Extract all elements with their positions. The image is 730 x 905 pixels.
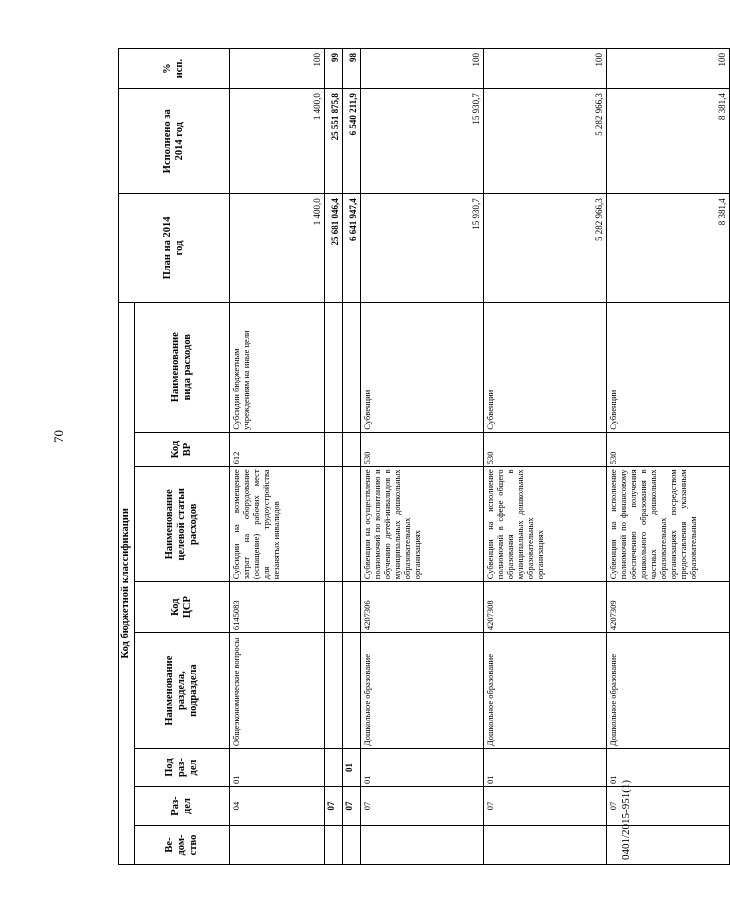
cell-csr: 6145083 (230, 582, 325, 633)
cell-vr: 530 (484, 432, 607, 467)
header-plan: План на 2014 год (119, 194, 230, 302)
cell-pct: 100 (607, 49, 730, 89)
cell-vr-name: Субвенции (607, 302, 730, 432)
cell-razdel: 07 (361, 787, 484, 826)
cell-razdel: 04 (230, 787, 325, 826)
header-vr: Код ВР (135, 432, 230, 467)
cell-razdel: 07 (325, 787, 343, 826)
cell-ved (484, 826, 607, 865)
cell-section-name: Дошкольное образование (607, 633, 730, 749)
header-pct: % исп. (119, 49, 230, 89)
cell-vr (325, 432, 343, 467)
table-row (230, 49, 325, 865)
cell-podrazdel: 01 (361, 749, 484, 787)
table-row (325, 49, 343, 865)
header-group-title: Код бюджетной классификации (119, 302, 135, 864)
cell-ved (361, 826, 484, 865)
cell-pct: 99 (325, 49, 343, 89)
cell-csr: 4207308 (484, 582, 607, 633)
cell-pct: 100 (361, 49, 484, 89)
header-fact: Исполнено за 2014 год (119, 89, 230, 194)
cell-razdel: 07 (343, 787, 361, 826)
cell-vr-name (343, 302, 361, 432)
cell-plan: 1 400,0 (230, 194, 325, 302)
header-razdel: Раз- дел (135, 787, 230, 826)
page-number: 70 (51, 430, 66, 443)
cell-fact: 25 551 875,8 (325, 89, 343, 194)
header-vr-name: Наименование вида расходов (135, 302, 230, 432)
budget-table (118, 48, 730, 865)
cell-vr: 612 (230, 432, 325, 467)
cell-target-name (325, 467, 343, 582)
cell-vr-name: Субсидии бюджетным учреждениям на иные цели (230, 302, 325, 432)
cell-fact: 15 930,7 (361, 89, 484, 194)
header-section-name: Наименование раздела, подраздела (135, 633, 230, 749)
cell-podrazdel (325, 749, 343, 787)
cell-pct: 100 (230, 49, 325, 89)
cell-plan: 8 381,4 (607, 194, 730, 302)
cell-ved (230, 826, 325, 865)
cell-pct: 98 (343, 49, 361, 89)
cell-ved (325, 826, 343, 865)
cell-fact: 8 381,4 (607, 89, 730, 194)
cell-vr-name: Субвенции (484, 302, 607, 432)
cell-plan: 6 641 947,4 (343, 194, 361, 302)
cell-target-name: Субвенции на осуществление полномочий по воспитанию и обучению детей-инвалидов в муниципальных дошкольных образовательных организациях (361, 467, 484, 582)
table-row (361, 49, 484, 865)
cell-podrazdel: 01 (230, 749, 325, 787)
cell-vr-name: Субвенции (361, 302, 484, 432)
cell-vr: 530 (361, 432, 484, 467)
header-ved: Ве- дом- ство (135, 826, 230, 865)
cell-csr: 4207306 (361, 582, 484, 633)
cell-target-name: Субвенции на исполнение полномочий по финансовому обеспечению получения дошкольного образования в частных дошкольных образовательных организациях посредством предоставления указанным образовательным (607, 467, 730, 582)
cell-csr: 4207309 (607, 582, 730, 633)
cell-target-name: Субсидии на возмещение затрат на оборудование (оснащение) рабочих мест для трудоустройства незанятых инвалидов (230, 467, 325, 582)
cell-podrazdel: 01 (607, 749, 730, 787)
table-row (343, 49, 361, 865)
cell-target-name (343, 467, 361, 582)
table-row (607, 49, 730, 865)
cell-plan: 25 681 046,4 (325, 194, 343, 302)
header-podrazdel: Под раз- дел (135, 749, 230, 787)
cell-vr: 530 (607, 432, 730, 467)
cell-fact: 6 540 211,9 (343, 89, 361, 194)
cell-csr (343, 582, 361, 633)
cell-fact: 1 400,0 (230, 89, 325, 194)
cell-podrazdel: 01 (343, 749, 361, 787)
cell-podrazdel: 01 (484, 749, 607, 787)
cell-razdel: 07 (607, 787, 730, 826)
header-group-row (119, 49, 135, 865)
cell-pct: 100 (484, 49, 607, 89)
cell-section-name (343, 633, 361, 749)
cell-plan: 15 930,7 (361, 194, 484, 302)
header-csr: Код ЦСР (135, 582, 230, 633)
header-target-name: Наименование целевой статьи расходов (135, 467, 230, 582)
cell-section-name: Общеэкономические вопросы (230, 633, 325, 749)
document-code: 0401/2015-951(1) (620, 779, 632, 860)
cell-section-name: Дошкольное образование (484, 633, 607, 749)
cell-section-name: Дошкольное образование (361, 633, 484, 749)
cell-fact: 5 282 966,3 (484, 89, 607, 194)
cell-csr (325, 582, 343, 633)
cell-ved (343, 826, 361, 865)
cell-razdel: 07 (484, 787, 607, 826)
cell-plan: 5 282 966,3 (484, 194, 607, 302)
table-row (484, 49, 607, 865)
cell-vr (343, 432, 361, 467)
cell-vr-name (325, 302, 343, 432)
cell-section-name (325, 633, 343, 749)
cell-target-name: Субвенции на исполнение полномочий в сфере общего образования в муниципальных дошкольных образовательных организациях (484, 467, 607, 582)
